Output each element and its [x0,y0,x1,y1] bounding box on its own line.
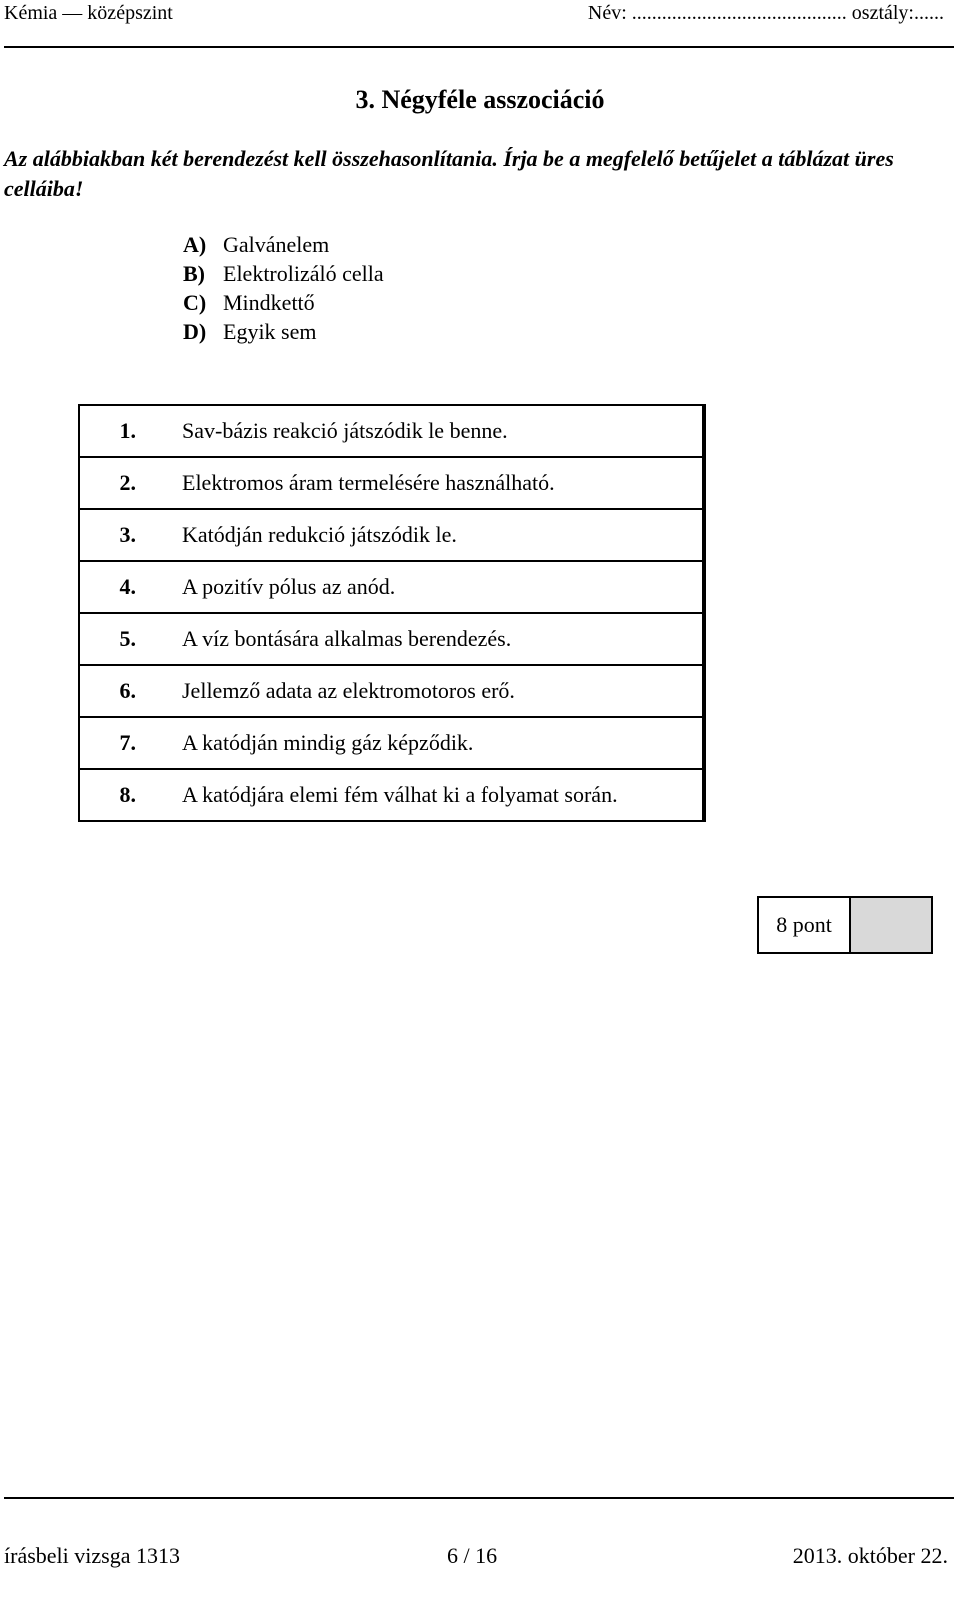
section-title: 3. Négyféle asszociáció [355,85,605,114]
page-number: 6 / 16 [447,1543,498,1568]
exam-label: írásbeli vizsga 1313 [4,1543,180,1568]
answer-cell[interactable] [703,717,705,769]
option-letter: B) [183,261,205,286]
table-row [79,509,705,561]
option-letter: A) [183,232,207,257]
subject-label: Kémia — középszint [4,2,173,24]
footer-divider [4,1497,954,1499]
question-text: A pozitív pólus az anód. [170,561,703,613]
answer-cell[interactable] [703,613,705,665]
option-d [183,317,384,346]
question-number: 4. [119,574,136,599]
answer-options [183,230,384,346]
question-number: 8. [119,782,136,807]
option-letter: C) [183,290,207,315]
option-text: Elektrolizáló cella [223,261,384,286]
answer-cell[interactable] [703,561,705,613]
answer-cell[interactable] [703,769,705,821]
page-header [4,0,956,26]
answer-cell[interactable] [703,665,705,717]
page-footer [4,1542,954,1570]
answer-cell[interactable] [703,509,705,561]
question-table [78,404,706,822]
option-a [183,230,384,259]
table-row [79,769,705,821]
score-entry-cell [851,898,931,952]
question-number: 5. [119,626,136,651]
table-row [79,613,705,665]
question-text: A katódján mindig gáz képződik. [170,717,703,769]
answer-cell[interactable] [703,457,705,509]
question-number: 3. [119,522,136,547]
question-text: A katódjára elemi fém válhat ki a folyamat során. [170,769,703,821]
table-row [79,405,705,457]
score-box [757,896,933,954]
option-letter: D) [183,319,207,344]
question-text: Sav-bázis reakció játszódik le benne. [170,405,703,457]
question-text: Elektromos áram termelésére használható. [170,457,703,509]
name-class-field: Név: ........................................... osztály:...... [587,2,944,24]
option-text: Mindkettő [223,290,315,315]
option-b [183,259,384,288]
question-text: Jellemző adata az elektromotoros erő. [170,665,703,717]
option-c [183,288,384,317]
answer-cell[interactable] [703,405,705,457]
table-row [79,665,705,717]
question-number: 7. [119,730,136,755]
score-label: 8 pont [759,898,851,952]
table-row [79,457,705,509]
question-text: Katódján redukció játszódik le. [170,509,703,561]
task-instruction: Az alábbiakban két berendezést kell összehasonlítania. Írja be a megfelelő betűjelet a táblázat üres celláiba! [4,146,894,201]
table-row [79,717,705,769]
question-number: 2. [119,470,136,495]
table-row [79,561,705,613]
exam-date: 2013. október 22. [792,1543,948,1568]
question-number: 6. [119,678,136,703]
option-text: Egyik sem [223,319,317,344]
header-divider [4,46,954,48]
option-text: Galvánelem [223,232,330,257]
question-text: A víz bontására alkalmas berendezés. [170,613,703,665]
question-number: 1. [119,418,136,443]
